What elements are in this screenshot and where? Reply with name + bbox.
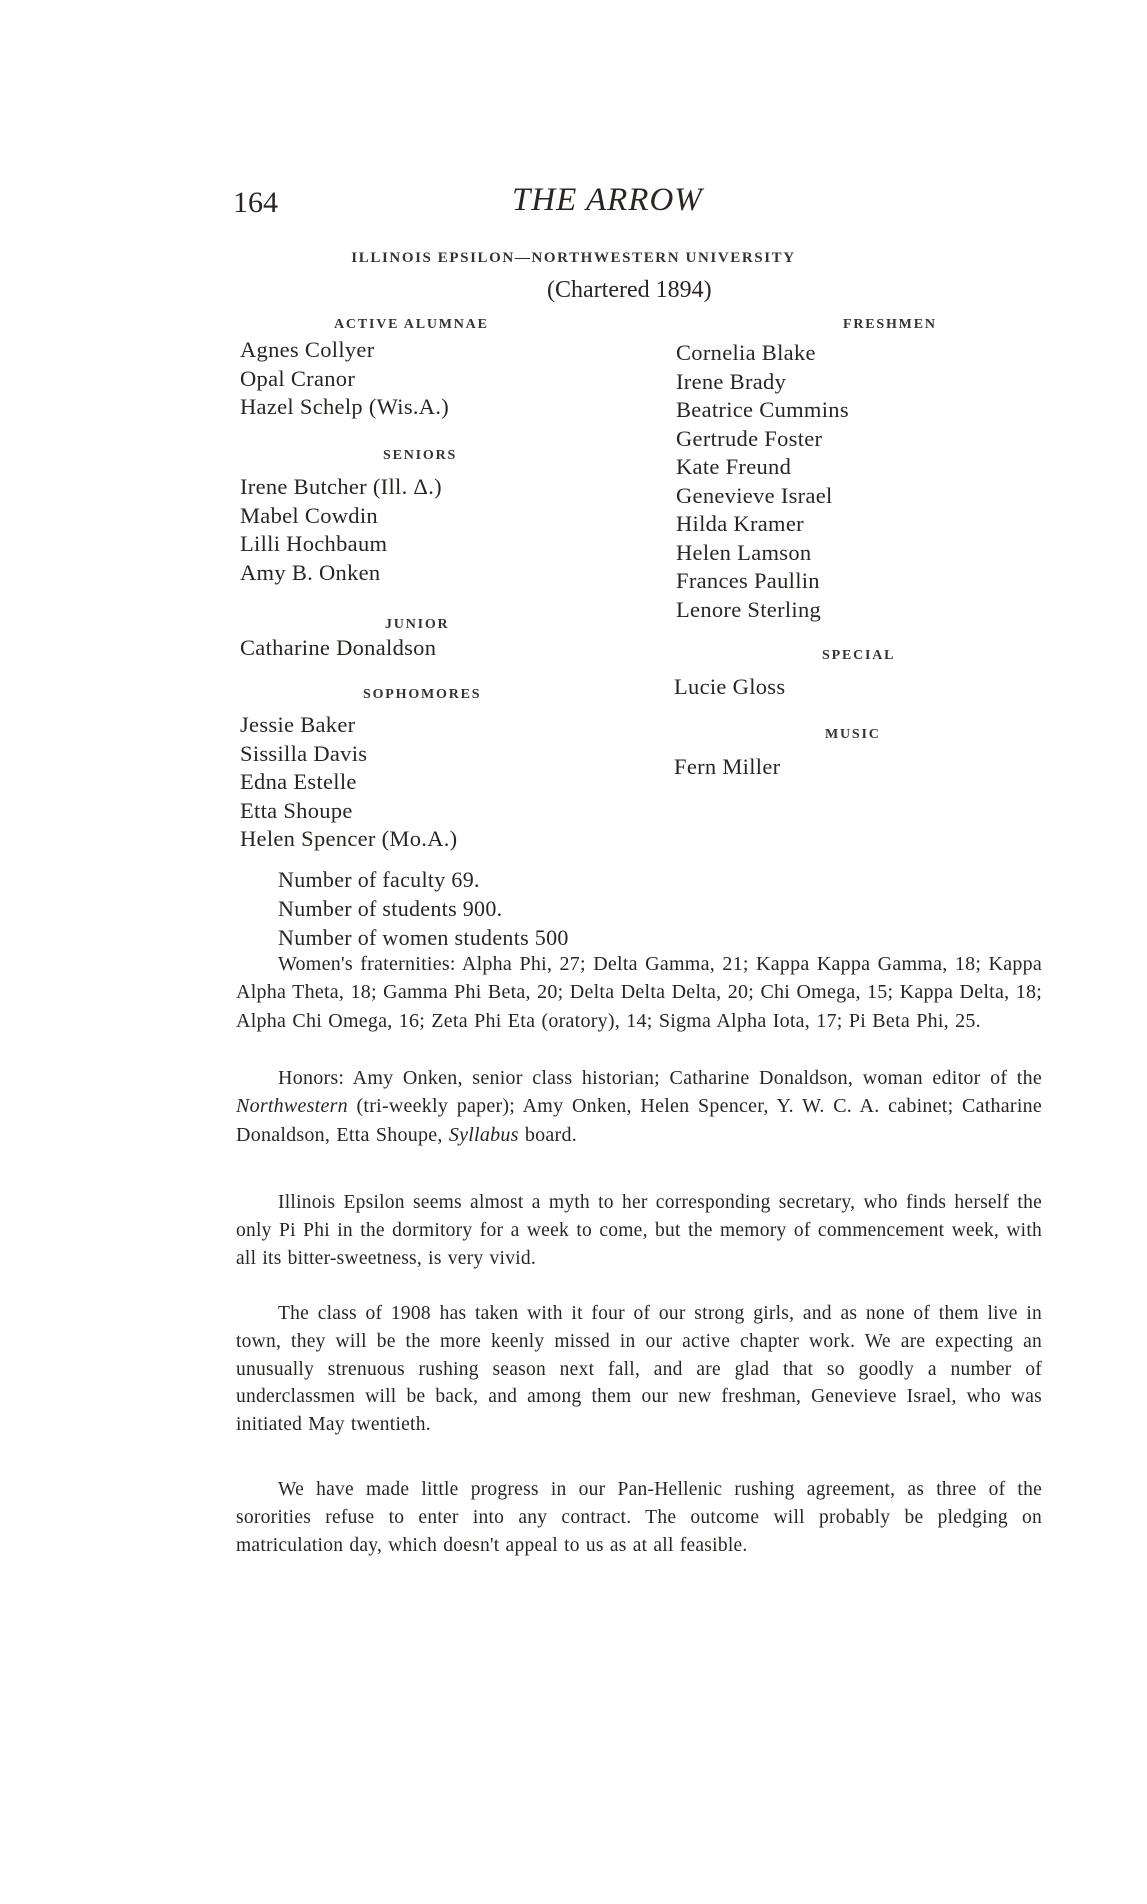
list-item: Irene Brady — [676, 368, 787, 394]
list-item: Lucie Gloss — [674, 674, 786, 699]
stat-students: Number of students 900. — [278, 896, 503, 921]
list-item: Helen Spencer (Mo.A.) — [240, 826, 458, 851]
section-heading-music: MUSIC — [825, 727, 881, 742]
list-item: Mabel Cowdin — [240, 502, 378, 528]
list-item: Edna Estelle — [240, 769, 357, 794]
list-item: Cornelia Blake — [676, 340, 816, 365]
music-list — [674, 753, 780, 782]
list-item: Sissilla Davis — [240, 740, 368, 766]
list-item: Fern Miller — [674, 754, 781, 779]
letter-paragraph-2: The class of 1908 has taken with it four of our strong girls, and as none of them live in town, they will be the more keenly missed in our active chapter work. We are expecting an unusually strenuous rushing season next fall, and are glad that so goodly a number of underclassmen will be back, and among them our new freshman, Genevieve Israel, who was initiated May twentieth. — [236, 1303, 1042, 1436]
honors-text: Honors: Amy Onken, senior class historian; Catharine Donaldson, woman editor of the — [278, 1067, 1042, 1089]
list-item: Gertrude Foster — [676, 425, 823, 451]
section-heading-seniors: SENIORS — [383, 448, 458, 463]
list-item: Jessie Baker — [240, 712, 356, 737]
active-alumnae-list — [240, 336, 449, 422]
list-item: Hazel Schelp (Wis.A.) — [240, 394, 450, 419]
list-item: Frances Paullin — [676, 568, 820, 593]
chapter-title: ILLINOIS EPSILON—NORTHWESTERN UNIVERSITY — [351, 250, 796, 266]
list-item: Amy B. Onken — [240, 559, 381, 585]
page-number: 164 — [233, 186, 278, 219]
northwestern-title: Northwestern — [236, 1095, 348, 1118]
chartered-date: (Chartered 1894) — [547, 277, 712, 303]
honors-paragraph — [236, 1064, 1042, 1149]
list-item: Etta Shoupe — [240, 797, 353, 823]
freshmen-list — [676, 339, 849, 624]
honors-text: board. — [518, 1123, 577, 1146]
section-heading-sophomores: SOPHOMORES — [363, 687, 482, 702]
junior-list — [240, 634, 436, 663]
section-heading-special: SPECIAL — [822, 648, 896, 663]
seniors-list — [240, 473, 442, 587]
list-item: Kate Freund — [676, 454, 792, 479]
list-item: Genevieve Israel — [676, 482, 833, 508]
letter-paragraph-1: Illinois Epsilon seems almost a myth to her corresponding secretary, who finds herself the only Pi Phi in the dormitory for a week to come, but the memory of commencement week, with all its bitter-sweetness, is very vivid. — [236, 1192, 1042, 1269]
list-item: Hilda Kramer — [676, 511, 804, 536]
sophomores-list — [240, 711, 457, 854]
list-item: Helen Lamson — [676, 539, 812, 565]
list-item: Irene Butcher (Ill. Δ.) — [240, 474, 442, 499]
list-item: Opal Cranor — [240, 365, 356, 391]
list-item: Catharine Donaldson — [240, 635, 437, 660]
stat-faculty: Number of faculty 69. — [278, 867, 480, 892]
fraternities-paragraph: Women's fraternities: Alpha Phi, 27; Delta Gamma, 21; Kappa Kappa Gamma, 18; Kappa Alpha Theta, 18; Gamma Phi Beta, 20; Delta Delta Delta, 20; Chi Omega, 15; Kappa Delta, 18; Alpha Chi Omega, 16; Zeta Phi Eta (oratory), 14; Sigma Alpha Iota, 17; Pi Beta Phi, 25. — [236, 953, 1042, 1032]
syllabus-title: Syllabus — [448, 1123, 519, 1146]
list-item: Beatrice Cummins — [676, 397, 849, 422]
list-item: Agnes Collyer — [240, 337, 375, 362]
letter-paragraph-3: We have made little progress in our Pan-Hellenic rushing agreement, as three of the sororities refuse to enter into any contract. The outcome will probably be pledging on matriculation day, which doesn't appeal to us as at all feasible. — [236, 1479, 1042, 1556]
stat-women-students: Number of women students 500 — [278, 925, 569, 950]
section-heading-freshmen: FRESHMEN — [843, 317, 937, 332]
honors-text: (tri-weekly paper); Amy Onken, Helen Spencer, Y. W. C. A. cabinet; Catharine Donaldson, Etta Shoupe, — [236, 1095, 1042, 1146]
list-item: Lenore Sterling — [676, 596, 822, 622]
chapter-stats — [278, 865, 569, 952]
section-heading-junior: JUNIOR — [385, 617, 450, 632]
running-head: THE ARROW — [512, 182, 703, 218]
section-heading-active-alumnae: ACTIVE ALUMNAE — [334, 317, 489, 332]
special-list — [674, 673, 785, 702]
list-item: Lilli Hochbaum — [240, 531, 388, 556]
